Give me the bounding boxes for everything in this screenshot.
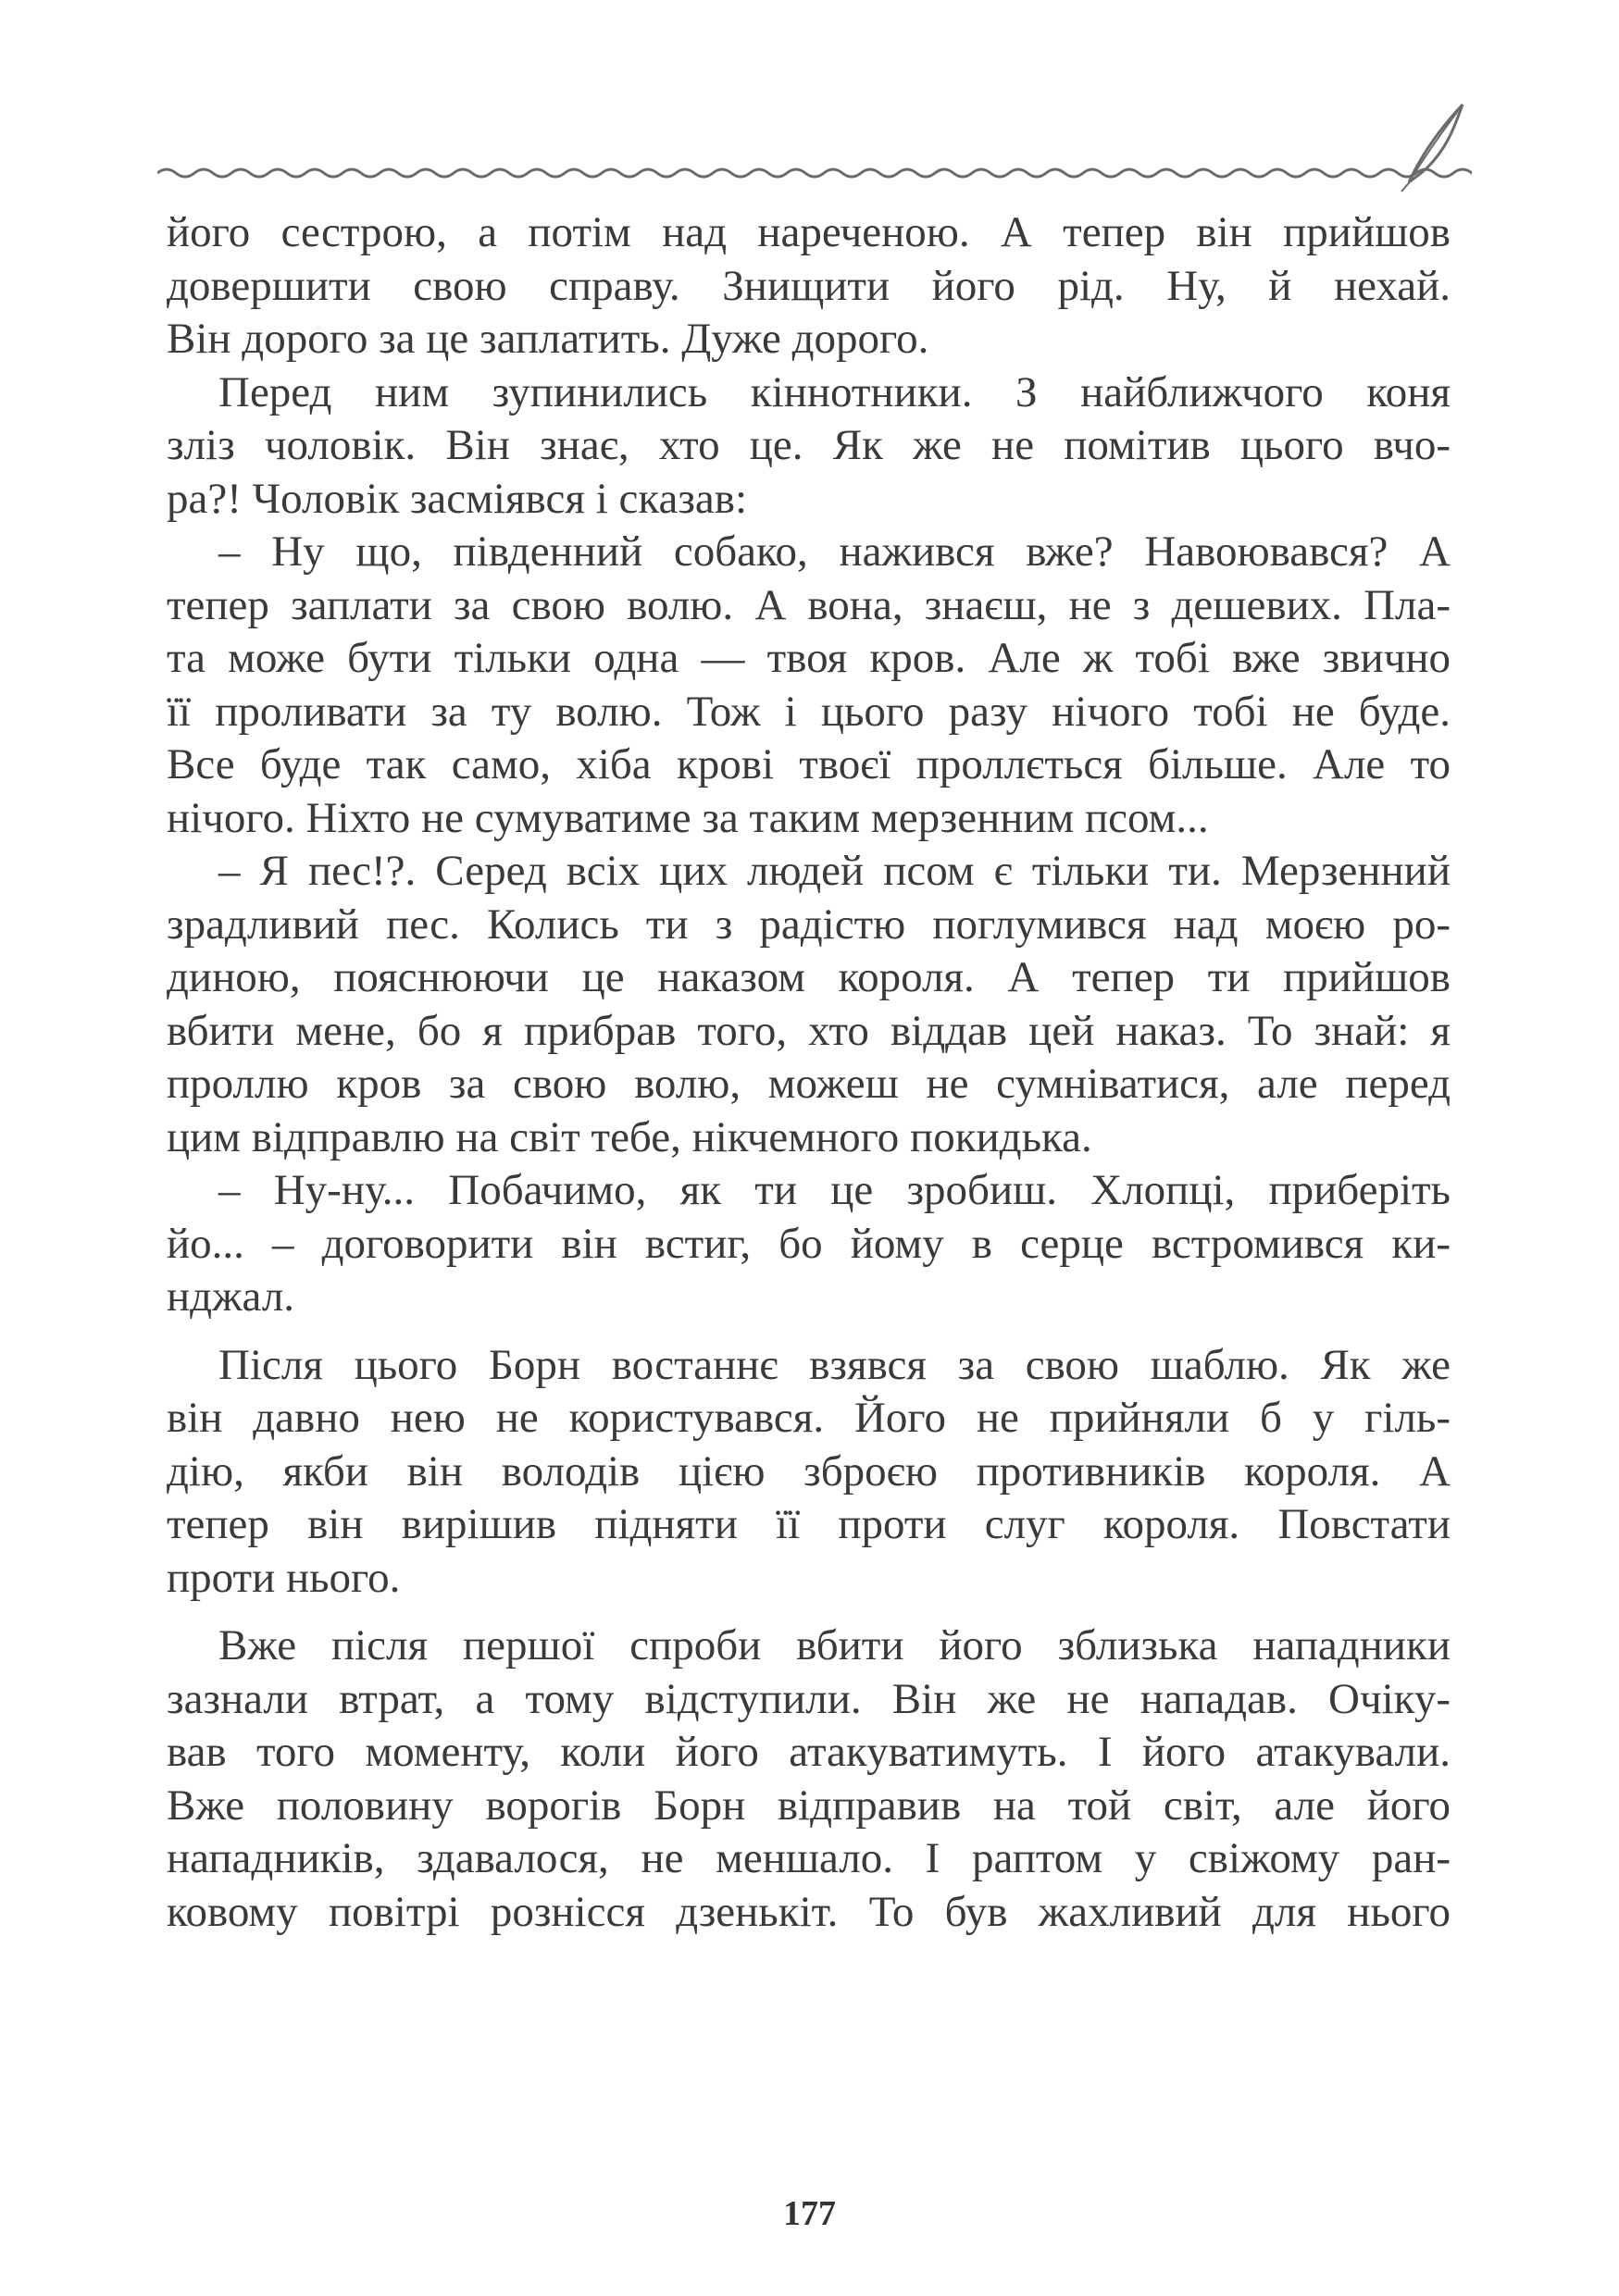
text-line: нападників, здавалося, не меншало. І раптом у свіжому ран- (167, 1834, 1451, 1882)
text-line: та може бути тільки одна — твоя кров. Але ж тобі вже звично (167, 634, 1451, 682)
text-line: – Ну що, південний собако, нажився вже? Навоювався? А (218, 527, 1451, 576)
text-line: ра?! Чоловік засміявся і сказав: (167, 474, 748, 523)
text-line: цим відправлю на світ тебе, нікчемного покидька. (167, 1112, 1092, 1161)
text-line: тепер заплати за свою волю. А вона, знаєш, не з дешевих. Пла- (167, 580, 1451, 629)
text-line: Після цього Борн востаннє взявся за свою шаблю. Як же (218, 1340, 1451, 1389)
paragraph (167, 206, 1451, 366)
text-line: проллю кров за свою волю, можеш не сумніватися, але перед (167, 1060, 1451, 1108)
text-line: зазнали втрат, а тому відступили. Він же не нападав. Очіку- (167, 1674, 1451, 1723)
paragraph (167, 366, 1451, 527)
text-line: – Ну-ну... Побачимо, як ти це зробиш. Хлопці, приберіть (218, 1166, 1451, 1214)
text-line: довершити свою справу. Знищити його рід. Ну, й нехай. (167, 261, 1451, 310)
text-line: його сестрою, а потім над нареченою. А тепер він прийшов (167, 208, 1451, 256)
text-line: дію, якби він володів цією зброєю противників короля. А (167, 1446, 1451, 1496)
paragraph (167, 526, 1451, 845)
quill-icon (1401, 105, 1463, 192)
paragraph (167, 1620, 1451, 1939)
text-line: вбити мене, бо я прибрав того, хто віддав цей наказ. То знай: я (167, 1006, 1451, 1055)
page-number: 177 (783, 2194, 836, 2233)
text-line: зліз чоловік. Він знає, хто це. Як же не помітив цього вчо- (167, 421, 1451, 469)
header-wave-quill-ornament (157, 97, 1472, 199)
text-line: вав того моменту, коли його атакуватимуть. І його атакували. (167, 1728, 1451, 1776)
text-line: Він дорого за це заплатить. Дуже дорого. (167, 315, 929, 363)
text-line: Перед ним зупинились кіннотники. З найближчого коня (218, 367, 1451, 416)
paragraph (167, 845, 1451, 1164)
text-line: нджал. (167, 1272, 295, 1321)
body-text (167, 206, 1451, 1939)
paragraph (167, 1164, 1451, 1324)
text-line: тепер він вирішив підняти її проти слуг короля. Повстати (167, 1500, 1451, 1548)
text-line: Все буде так само, хіба крові твоєї проллється більше. Але то (167, 740, 1451, 788)
text-line: Вже половину ворогів Борн відправив на той світ, але його (167, 1781, 1451, 1830)
text-line: її проливати за ту волю. Тож і цього разу нічого тобі не буде. (167, 687, 1451, 736)
text-line: диною, пояснюючи це наказом короля. А тепер ти прийшов (167, 953, 1451, 1001)
text-line: нічого. Ніхто не сумуватиме за таким мерзенним псом... (167, 793, 1209, 842)
text-line: він давно нею не користувався. Його не прийняли б у гіль- (167, 1394, 1451, 1442)
text-line: зрадливий пес. Колись ти з радістю поглумився над моєю ро- (167, 900, 1451, 949)
text-line: проти нього. (167, 1553, 401, 1602)
wavy-rule (157, 169, 1472, 177)
text-line: – Я пес!?. Серед всіх цих людей псом є тільки ти. Мерзенний (218, 847, 1451, 895)
paragraph (167, 1339, 1451, 1606)
text-line: Вже після першої спроби вбити його зблизька нападники (218, 1621, 1451, 1669)
text-line: йо... – договорити він встиг, бо йому в серце встромився ки- (167, 1219, 1451, 1268)
text-line: ковому повітрі рознісся дзенькіт. То був жахливий для нього (167, 1887, 1451, 1936)
